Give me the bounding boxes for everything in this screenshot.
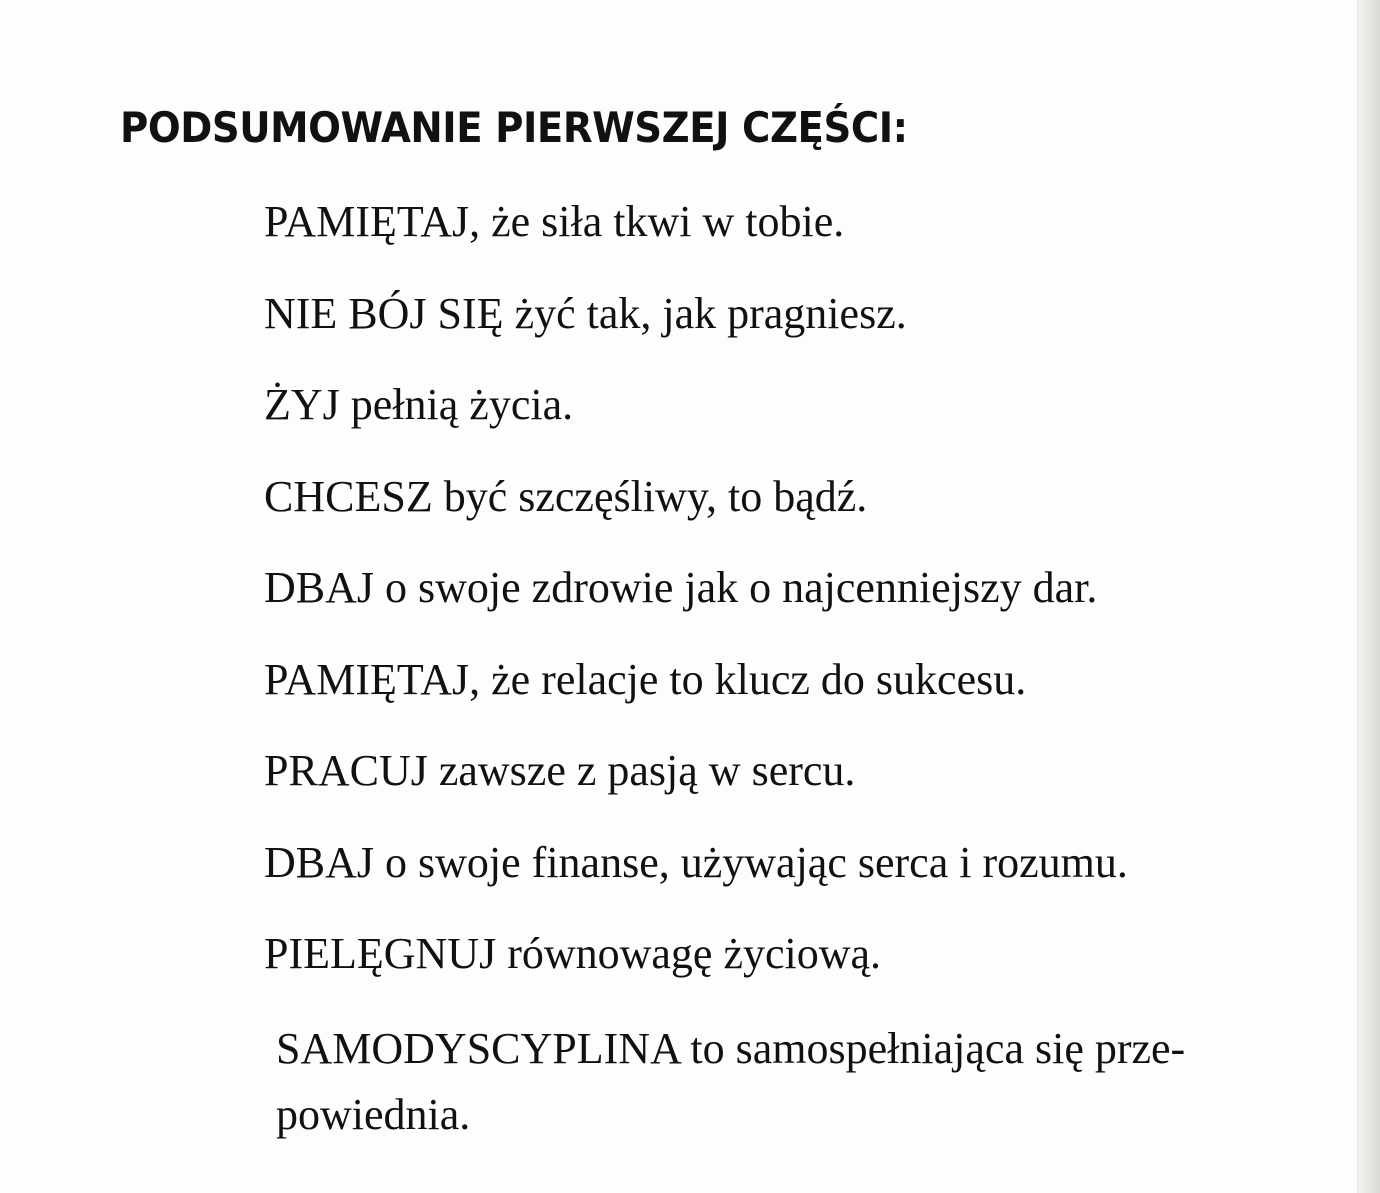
item-keyword: PAMIĘTAJ, [264,654,481,704]
item-keyword: PAMIĘTAJ, [264,197,481,246]
item-rest: o swoje finanse, używając serca i rozumu. [374,837,1128,887]
page-edge-shadow [1357,0,1380,1193]
item-text [264,833,1128,893]
item-text [264,924,881,984]
item-text [264,467,867,527]
item-text [264,650,1026,710]
item-keyword: ŻYJ [264,380,340,429]
item-keyword: NIE BÓJ SIĘ [264,288,504,338]
item-rest: równowagę życiową. [496,929,882,978]
item-text [264,741,855,801]
item-line-2: powiednia. [276,1089,471,1139]
item-text [264,375,573,435]
item-text [276,1016,1185,1148]
section-heading: PODSUMOWANIE PIERWSZEJ CZĘŚCI: [120,103,908,152]
item-rest: pełnią życia. [339,380,574,429]
item-rest: żyć tak, jak pragniesz. [503,288,907,338]
item-keyword: PIELĘGNUJ [264,929,497,978]
item-rest: że relacje to klucz do sukcesu. [480,654,1027,704]
item-keyword: DBAJ [264,563,375,612]
item-rest: że siła tkwi w tobie. [480,197,845,246]
item-text [264,192,844,252]
item-text [264,284,907,344]
item-line-1 [276,1016,1185,1082]
item-rest: o swoje zdrowie jak o najcenniejszy dar. [374,563,1098,612]
item-rest: to samospełniająca się prze- [679,1023,1186,1073]
item-rest: być szczęśliwy, to bądź. [432,471,868,521]
item-text [264,558,1097,618]
item-rest: zawsze z pasją w sercu. [427,746,856,795]
item-keyword: DBAJ [264,837,375,887]
item-keyword: PRACUJ [264,746,428,795]
item-keyword: CHCESZ [264,471,433,521]
item-keyword: SAMODYSCYPLINA [276,1023,680,1073]
